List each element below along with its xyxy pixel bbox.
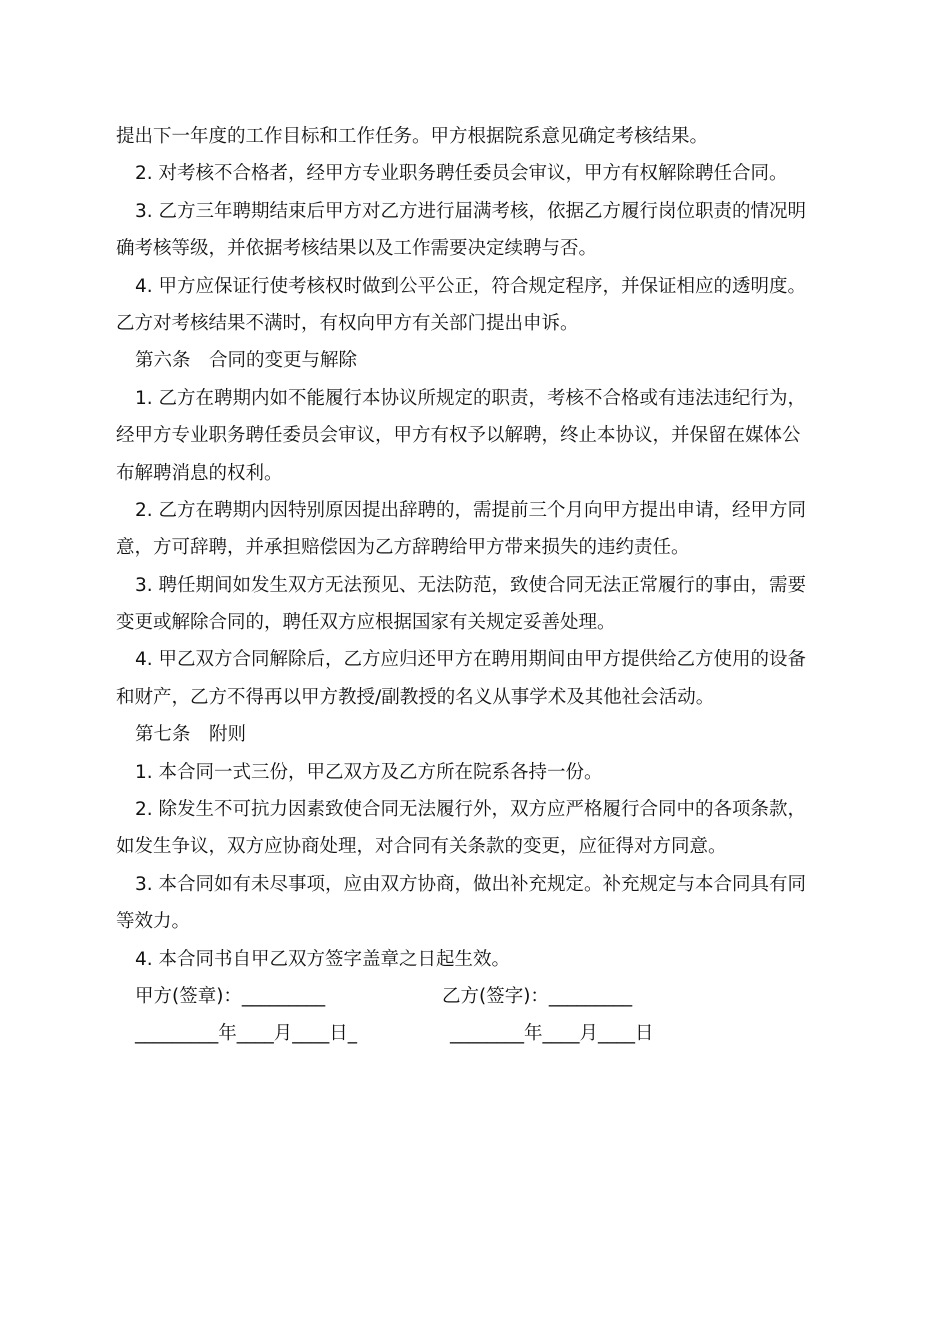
- signature-row: [116, 978, 838, 1015]
- contract-line: 3. 聘任期间如发生双方无法预见、无法防范，致使合同无法正常履行的事由，需要: [135, 574, 807, 596]
- contract-line: 4. 甲方应保证行使考核权时做到公平公正，符合规定程序，并保证相应的透明度。: [135, 275, 807, 297]
- contract-line: 4. 本合同书自甲乙双方签字盖章之日起生效。: [135, 948, 511, 970]
- contract-line: 2. 乙方在聘期内因特别原因提出辞聘的，需提前三个月向甲方提出申请，经甲方同: [135, 499, 807, 521]
- contract-line: 确考核等级，并依据考核结果以及工作需要决定续聘与否。: [116, 238, 598, 260]
- party-b-signature: 乙方(签字)：_________: [442, 985, 633, 1007]
- contract-line: 提出下一年度的工作目标和工作任务。甲方根据院系意见确定考核结果。: [116, 126, 709, 147]
- contract-line: 第六条 合同的变更与解除: [135, 350, 358, 372]
- date-row: [116, 1015, 838, 1052]
- contract-line: 3. 乙方三年聘期结束后甲方对乙方进行届满考核，依据乙方履行岗位职责的情况明: [135, 200, 807, 222]
- contract-line: 等效力。: [116, 911, 191, 933]
- contract-body: [116, 118, 838, 978]
- party-a-date: _________年____月____日_: [135, 1023, 358, 1045]
- contract-page: [116, 118, 838, 1053]
- contract-line: 第七条 附则: [135, 724, 247, 746]
- contract-line: 如发生争议，双方应协商处理，对合同有关条款的变更，应征得对方同意。: [116, 836, 727, 858]
- party-b-date: ________年____月____日: [450, 1023, 654, 1045]
- contract-line: 1. 本合同一式三份，甲乙双方及乙方所在院系各持一份。: [135, 761, 603, 783]
- contract-line: 经甲方专业职务聘任委员会审议，甲方有权予以解聘，终止本协议，并保留在媒体公: [116, 425, 801, 447]
- contract-line: 乙方对考核结果不满时，有权向甲方有关部门提出申诉。: [116, 312, 579, 334]
- contract-line: 4. 甲乙双方合同解除后，乙方应归还甲方在聘用期间由甲方提供给乙方使用的设备: [135, 649, 807, 671]
- contract-line: 1. 乙方在聘期内如不能履行本协议所规定的职责，考核不合格或有违法违纪行为，: [135, 387, 807, 409]
- contract-line: 3. 本合同如有未尽事项，应由双方协商，做出补充规定。补充规定与本合同具有同: [135, 873, 807, 895]
- contract-line: 2. 除发生不可抗力因素致使合同无法履行外，双方应严格履行合同中的各项条款，: [135, 799, 807, 821]
- contract-line: 变更或解除合同的，聘任双方应根据国家有关规定妥善处理。: [116, 612, 616, 634]
- contract-line: 布解聘消息的权利。: [116, 462, 283, 484]
- party-a-signature: 甲方(签章)：_________: [135, 985, 326, 1007]
- contract-line: 意，方可辞聘，并承担赔偿因为乙方辞聘给甲方带来损失的违约责任。: [116, 537, 690, 559]
- contract-line: 和财产，乙方不得再以甲方教授/副教授的名义从事学术及其他社会活动。: [116, 686, 715, 708]
- contract-line: 2. 对考核不合格者，经甲方专业职务聘任委员会审议，甲方有权解除聘任合同。: [135, 163, 788, 185]
